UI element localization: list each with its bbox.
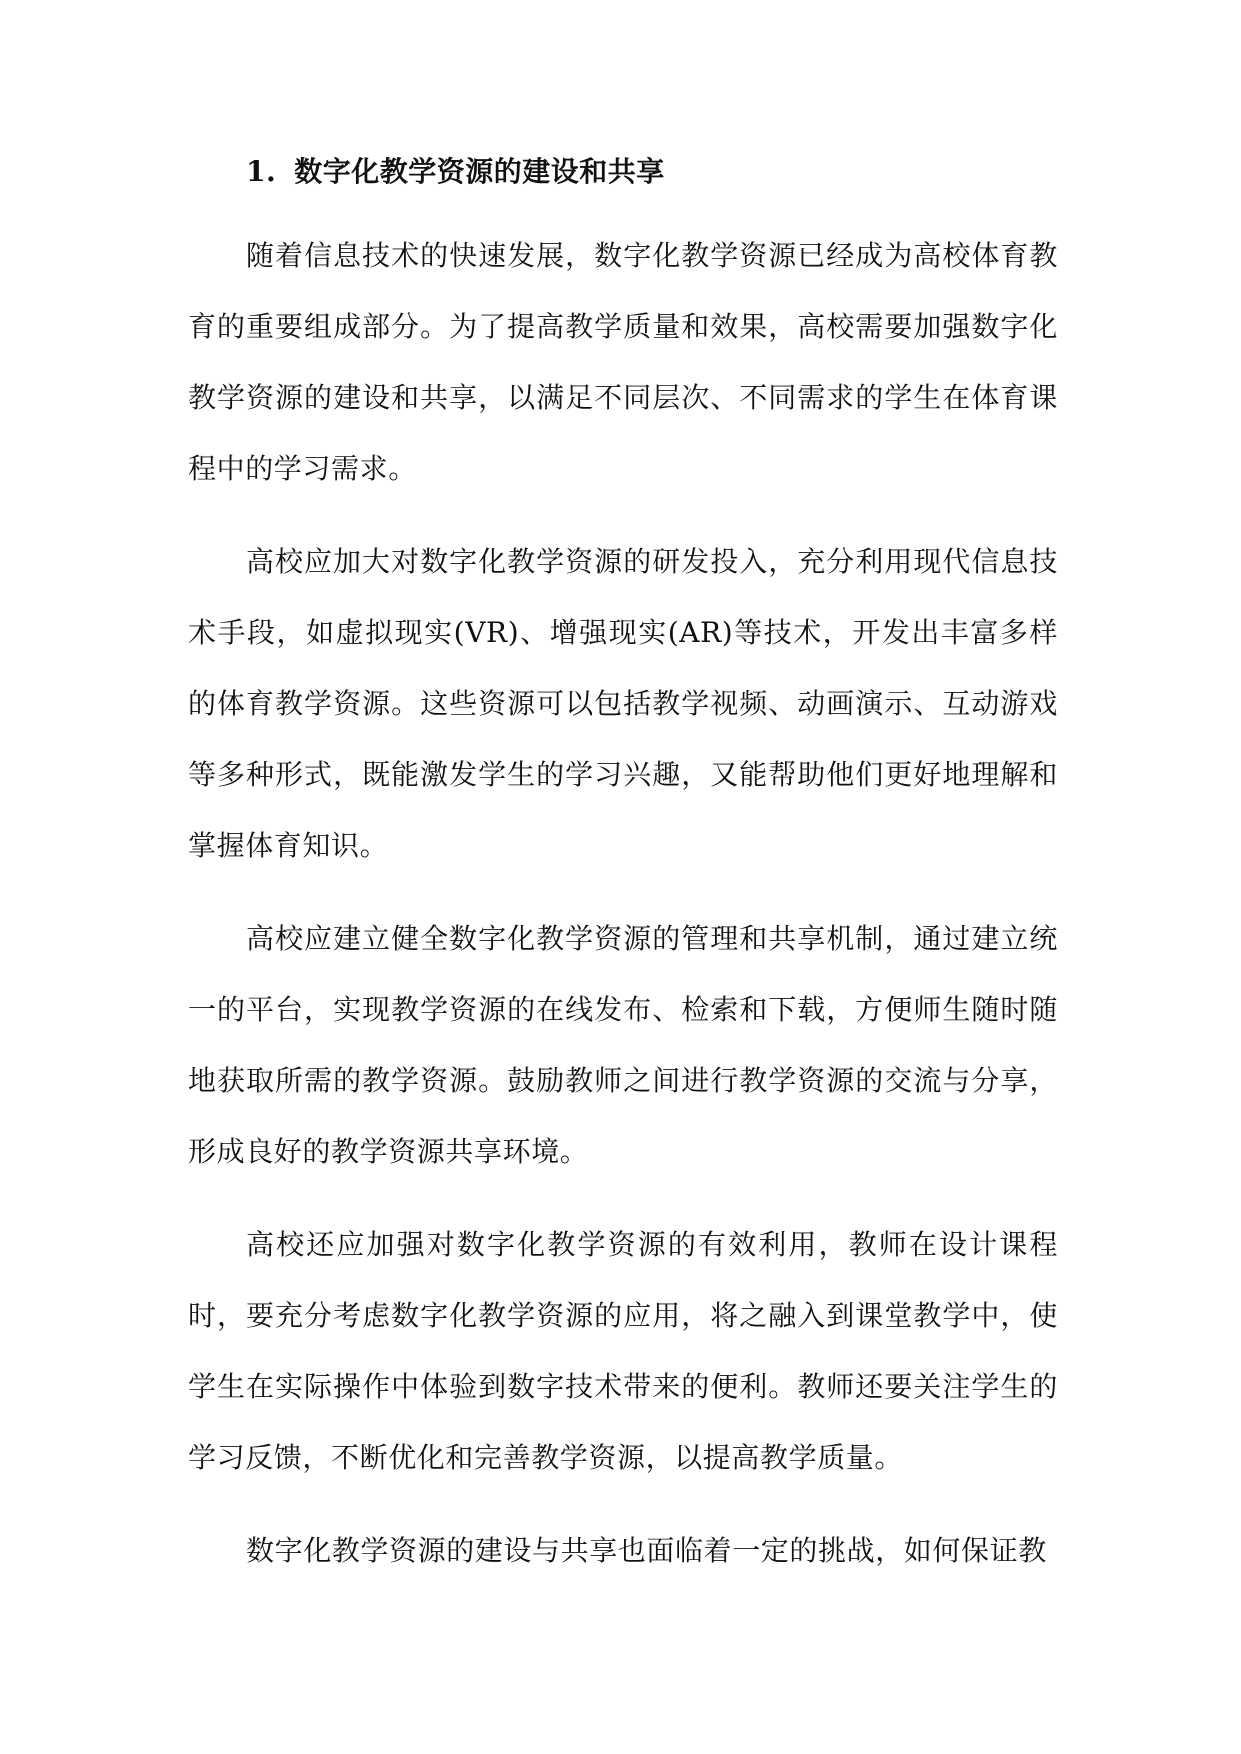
paragraph: 高校应建立健全数字化教学资源的管理和共享机制，通过建立统一的平台，实现教学资源的在线发布、检索和下载，方便师生随时随地获取所需的教学资源。鼓励教师之间进行教学资源的交流与分享，形成良好的教学资源共享环境。 xyxy=(188,922,1058,1168)
document-body xyxy=(188,146,1058,1586)
paragraph: 高校应加大对数字化教学资源的研发投入，充分利用现代信息技术手段，如虚拟现实(VR)、增强现实(AR)等技术，开发出丰富多样的体育教学资源。这些资源可以包括教学视频、动画演示、互动游戏等多种形式，既能激发学生的学习兴趣，又能帮助他们更好地理解和掌握体育知识。 xyxy=(188,545,1058,862)
paragraph: 数字化教学资源的建设与共享也面临着一定的挑战，如何保证教 xyxy=(246,1534,1047,1567)
paragraph: 高校还应加强对数字化教学资源的有效利用，教师在设计课程时，要充分考虑数字化教学资源的应用，将之融入到课堂教学中，使学生在实际操作中体验到数字技术带来的便利。教师还要关注学生的学习反馈，不断优化和完善教学资源，以提高教学质量。 xyxy=(188,1228,1058,1474)
section-number: 1. xyxy=(246,155,277,188)
section-heading xyxy=(188,146,1058,198)
paragraph: 随着信息技术的快速发展，数字化教学资源已经成为高校体育教育的重要组成部分。为了提高教学质量和效果，高校需要加强数字化教学资源的建设和共享，以满足不同层次、不同需求的学生在体育课程中的学习需求。 xyxy=(188,239,1058,485)
section-title: 数字化教学资源的建设和共享 xyxy=(294,155,665,188)
